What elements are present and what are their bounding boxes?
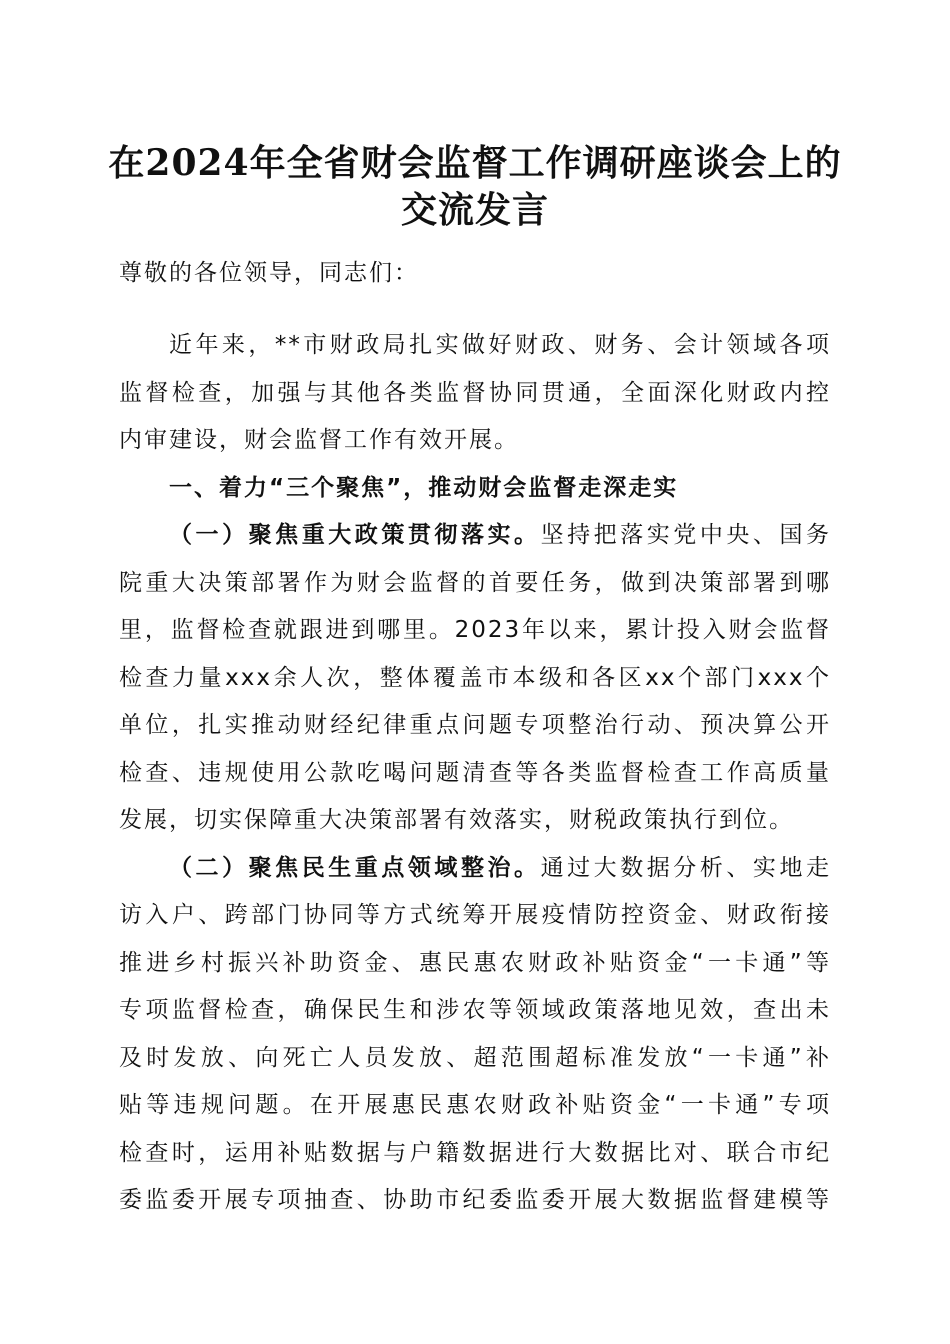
subsection-text: 通过大数据分析、实地走 (540, 854, 831, 881)
paragraph-line: 里，监督检查就跟进到哪里。2023年以来，累计投入财会监督 (119, 617, 831, 643)
paragraph-line: 访入户、跨部门协同等方式统筹开展疫情防控资金、财政衔接 (119, 902, 831, 928)
subsection-lead: （二）聚焦民生重点领域整治。 (169, 854, 541, 881)
greeting-line: 尊敬的各位领导，同志们： (119, 260, 419, 286)
paragraph-line: 及时发放、向死亡人员发放、超范围超标准发放“一卡通”补 (119, 1044, 831, 1071)
paragraph-line: 推进乡村振兴补助资金、惠民惠农财政补贴资金“一卡通”等 (119, 949, 831, 976)
subsection-first-line (119, 845, 831, 893)
paragraph-line: 检查时，运用补贴数据与户籍数据进行大数据比对、联合市纪 (119, 1139, 831, 1166)
paragraph-line: 检查、违规使用公款吃喝问题清查等各类监督检查工作高质量 (119, 759, 831, 786)
intro-line: 监督检查，加强与其他各类监督协同贯通，全面深化财政内控 (119, 379, 831, 406)
paragraph-line: 专项监督检查，确保民生和涉农等领域政策落地见效，查出未 (119, 997, 831, 1023)
subsection-first-line (119, 512, 831, 560)
intro-line: 内审建设，财会监督工作有效开展。 (119, 427, 519, 453)
greeting (119, 250, 831, 298)
body-content (119, 322, 831, 1225)
paragraph-line: 检查力量xxx余人次，整体覆盖市本级和各区xx个部门xxx个 (119, 664, 831, 691)
paragraph-line: 贴等违规问题。在开展惠民惠农财政补贴资金“一卡通”专项 (119, 1092, 831, 1118)
subsection-lead: （一）聚焦重大政策贯彻落实。 (169, 522, 541, 548)
paragraph-line: 委监委开展专项抽查、协助市纪委监委开展大数据监督建模等 (119, 1187, 831, 1213)
section-heading: 一、着力“三个聚焦”，推动财会监督走深走实 (169, 474, 679, 501)
subsection-text: 坚持把落实党中央、国务 (540, 522, 831, 548)
paragraph-line: 院重大决策部署作为财会监督的首要任务，做到决策部署到哪 (119, 569, 831, 596)
intro-line: 近年来，**市财政局扎实做好财政、财务、会计领域各项 (169, 332, 831, 358)
paragraph-line: 单位，扎实推动财经纪律重点问题专项整治行动、预决算公开 (119, 712, 831, 738)
document-title-line2: 交流发言 (400, 189, 549, 231)
document-title-line1: 在2024年全省财会监督工作调研座谈会上的 (108, 142, 842, 184)
paragraph-line: 发展，切实保障重大决策部署有效落实，财税政策执行到位。 (119, 807, 794, 833)
